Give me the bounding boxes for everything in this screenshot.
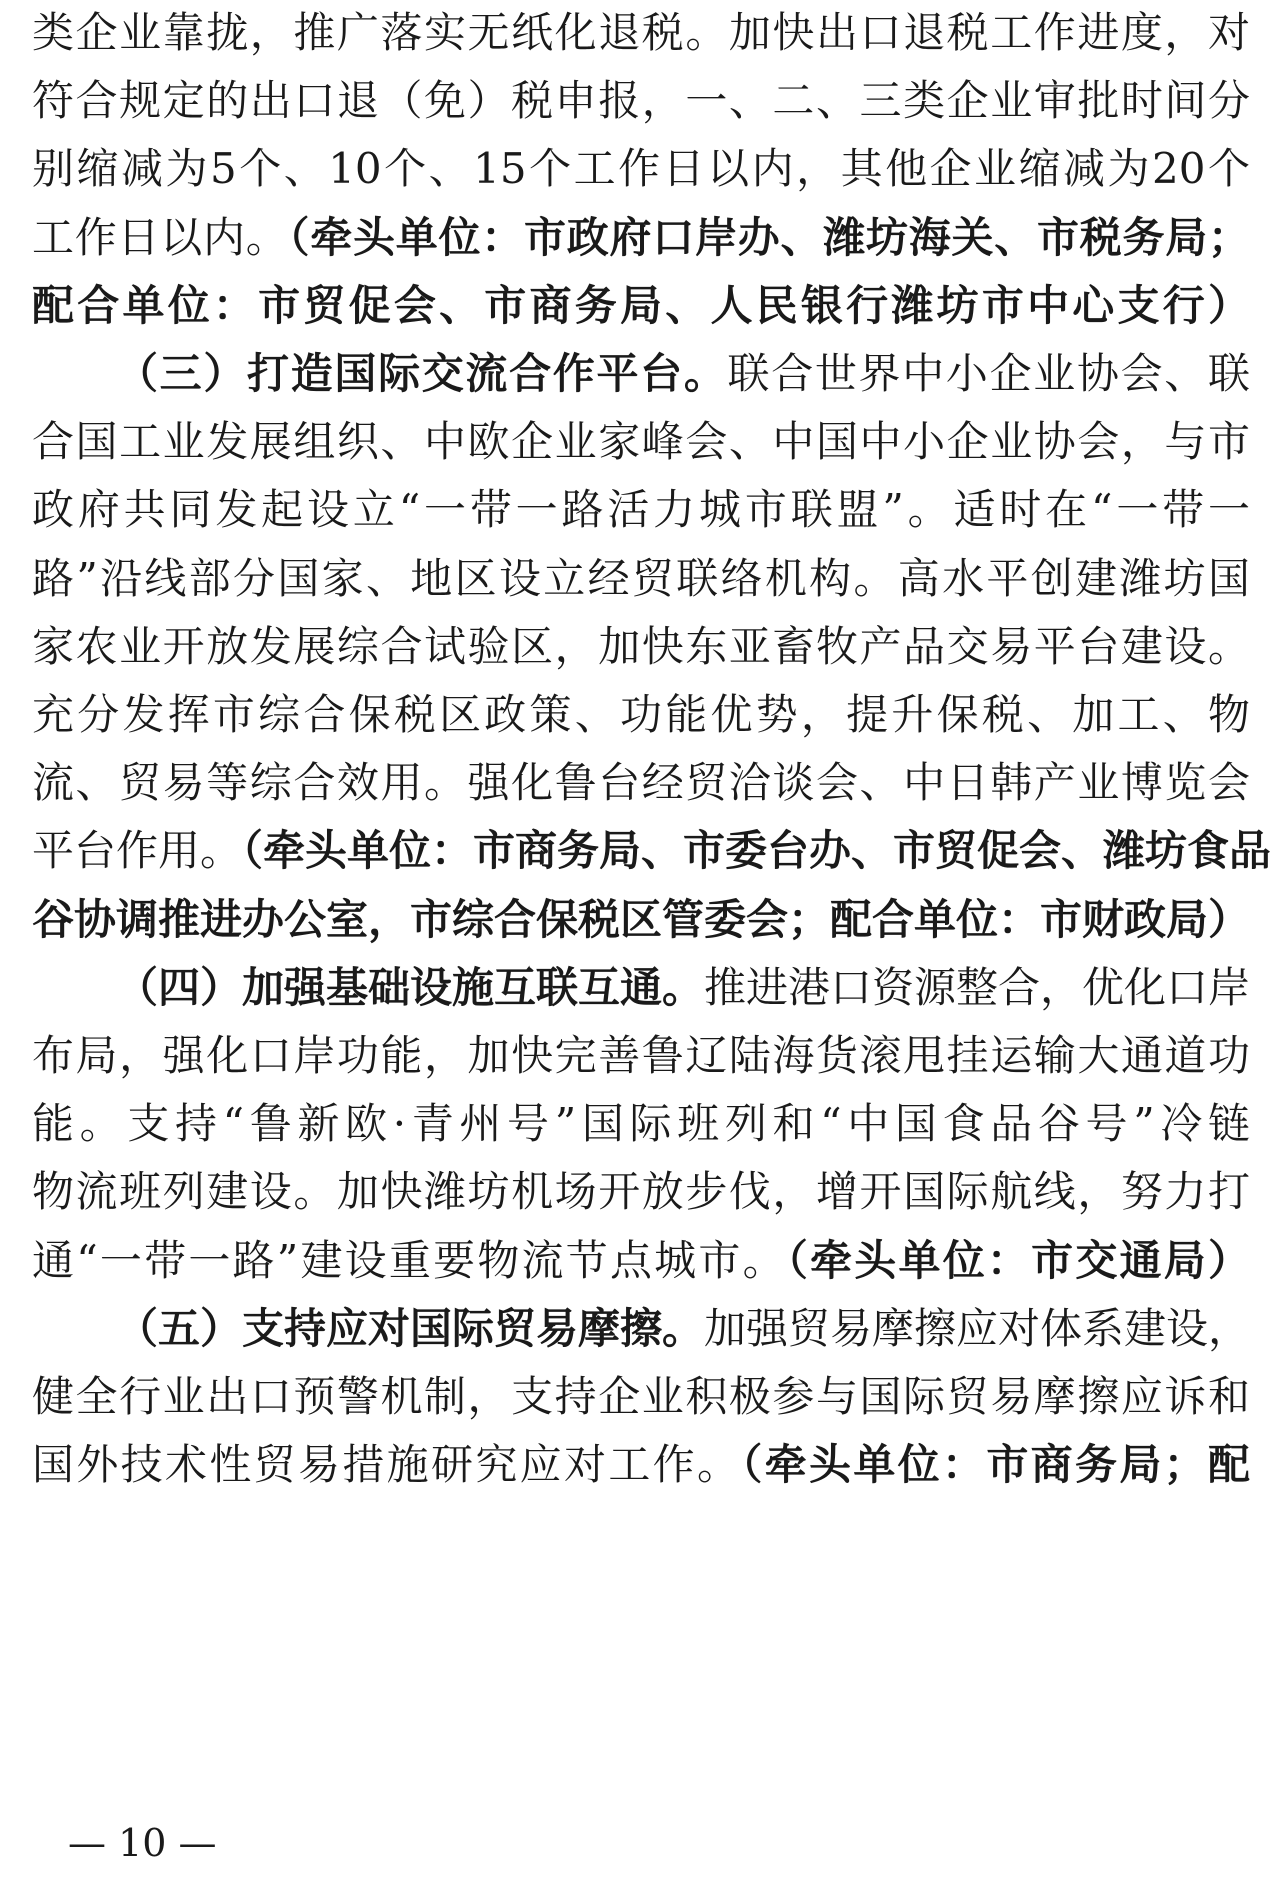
text-line: [32, 1367, 1250, 1427]
text-line: [32, 139, 1250, 199]
text-line: [116, 958, 1250, 1018]
text-segment: 能。支持“鲁新欧·青州号”国际班列和“中国食品谷号”冷链: [32, 1099, 1250, 1149]
text-segment: 联合世界中小企业协会、联: [727, 349, 1250, 398]
text-line: [116, 1299, 1250, 1359]
text-segment: 家农业开放发展综合试验区，加快东亚畜牧产品交易平台建设。: [32, 621, 1250, 671]
bold-text-segment: （三）打造国际交流合作平台。: [116, 349, 728, 398]
text-line: [116, 344, 1250, 404]
text-segment: 健全行业出口预警机制，支持企业积极参与国际贸易摩擦应诉和: [32, 1372, 1250, 1421]
text-line: [32, 1231, 1250, 1291]
text-line: [32, 617, 1250, 677]
text-line: [32, 1094, 1250, 1154]
text-segment: 工作日以内。: [32, 212, 289, 262]
text-line: [32, 549, 1250, 609]
bold-text-segment: （四）加强基础设施互联互通。: [116, 962, 705, 1012]
text-segment: 路”沿线部分国家、地区设立经贸联络机构。高水平创建潍坊国: [32, 553, 1250, 603]
text-line: [32, 71, 1250, 131]
bold-text-segment: （牵头单位：市商务局、市委台办、市贸促会、潍坊食品: [242, 826, 1272, 876]
text-line: [32, 3, 1250, 63]
text-segment: 合国工业发展组织、中欧企业家峰会、中国中小企业协会，与市: [32, 417, 1250, 467]
text-segment: 类企业靠拢，推广落实无纸化退税。加快出口退税工作进度，对: [32, 8, 1250, 57]
bold-text-segment: （牵头单位：市交通局）: [786, 1235, 1250, 1285]
page-number: — 10 —: [68, 1821, 217, 1865]
bold-text-segment: （牵头单位：市政府口岸办、潍坊海关、市税务局；: [288, 212, 1250, 262]
bold-text-segment: （五）支持应对国际贸易摩擦。: [116, 1303, 705, 1353]
text-line: [32, 276, 1250, 336]
text-segment: 布局，强化口岸功能，加快完善鲁辽陆海货滚甩挂运输大通道功: [32, 1031, 1250, 1080]
text-segment: 物流班列建设。加快潍坊机场开放步伐，增开国际航线，努力打: [32, 1167, 1250, 1217]
text-segment: 加强贸易摩擦应对体系建设，: [704, 1303, 1251, 1353]
text-line: [32, 412, 1250, 472]
text-line: [32, 1435, 1250, 1495]
document-page: [32, 0, 1272, 1889]
text-segment: 符合规定的出口退（免）税申报，一、二、三类企业审批时间分: [32, 76, 1250, 126]
bold-text-segment: 谷协调推进办公室，市综合保税区管委会；配合单位：市财政局）: [32, 894, 1251, 944]
text-segment: 充分发挥市综合保税区政策、功能优势，提升保税、加工、物: [32, 690, 1250, 739]
text-segment: 国外技术性贸易措施研究应对工作。: [32, 1440, 742, 1490]
text-line: [32, 821, 1272, 881]
text-segment: 推进港口资源整合，优化口岸: [704, 962, 1251, 1012]
text-line: [32, 480, 1250, 540]
text-segment: 平台作用。: [32, 826, 243, 876]
text-line: [32, 1162, 1250, 1222]
text-line: [32, 890, 1250, 950]
text-line: [32, 685, 1250, 745]
text-line: [32, 1026, 1250, 1086]
bold-text-segment: 配合单位：市贸促会、市商务局、人民银行潍坊市中心支行）: [32, 280, 1250, 330]
text-segment: 政府共同发起设立“一带一路活力城市联盟”。适时在“一带一: [32, 485, 1250, 535]
text-segment: 流、贸易等综合效用。强化鲁台经贸洽谈会、中日韩产业博览会: [32, 758, 1250, 808]
text-segment: 通“一带一路”建设重要物流节点城市。: [32, 1235, 787, 1285]
text-line: [32, 208, 1250, 268]
text-line: [32, 753, 1250, 813]
text-segment: 别缩减为5个、10个、15个工作日以内，其他企业缩减为20个: [32, 144, 1250, 194]
bold-text-segment: （牵头单位：市商务局；配: [741, 1440, 1250, 1490]
